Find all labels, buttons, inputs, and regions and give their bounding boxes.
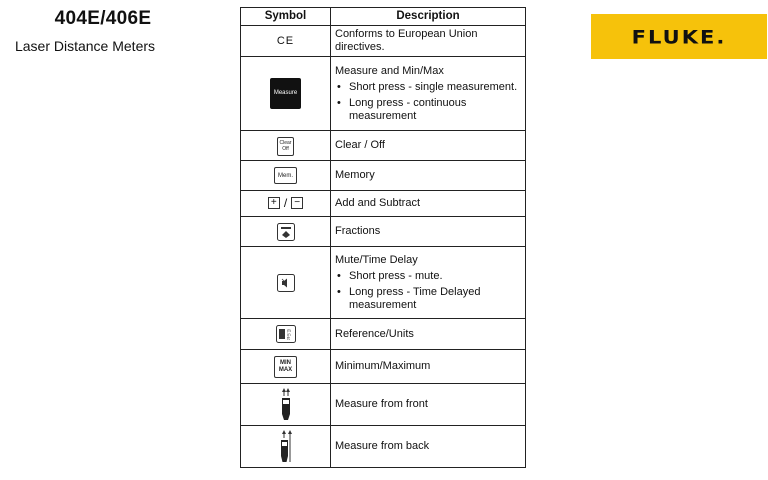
- table-header-row: [241, 8, 526, 26]
- minus-key-icon: −: [291, 197, 303, 209]
- min-max-key-icon: [274, 356, 297, 378]
- max-label: MAX: [278, 367, 293, 373]
- bullet-item: • Long press - Time Delayed measurement: [349, 286, 522, 312]
- symbol-cell: [241, 131, 331, 161]
- table-row: [241, 191, 526, 217]
- svg-text:ft: ft: [286, 336, 290, 341]
- table-row: [241, 26, 526, 57]
- symbol-cell: [241, 350, 331, 384]
- table-row: [241, 247, 526, 319]
- measure-from-back-icon: [278, 430, 294, 464]
- description-cell: Add and Subtract: [331, 191, 526, 217]
- symbol-cell: [241, 191, 331, 217]
- model-title: 404E/406E: [54, 8, 152, 29]
- description-column-header: Description: [331, 8, 526, 26]
- symbol-cell: [241, 57, 331, 131]
- logo-text: FLUKE.: [631, 25, 727, 48]
- fractions-key-icon: [277, 223, 295, 241]
- symbol-cell: [241, 26, 331, 57]
- bullet-item: • Long press - continuous measurement: [349, 97, 522, 123]
- table-row: [241, 350, 526, 384]
- bullet-list: [335, 81, 522, 123]
- symbol-cell: [241, 384, 331, 426]
- plus-key-icon: +: [268, 197, 280, 209]
- description-cell: [331, 247, 526, 319]
- description-cell: Measure from front: [331, 384, 526, 426]
- description-cell: Conforms to European Union directives.: [331, 26, 526, 57]
- min-label: MIN: [280, 360, 291, 366]
- ce-mark-icon: CE: [276, 34, 295, 47]
- description-cell: [331, 57, 526, 131]
- measure-key-icon: Measure: [270, 78, 301, 109]
- symbol-cell: [241, 161, 331, 191]
- measure-from-front-icon: [278, 388, 294, 422]
- table-row: [241, 384, 526, 426]
- svg-text:m: m: [286, 328, 291, 333]
- description-text: Mute/Time Delay: [335, 253, 418, 266]
- description-cell: Reference/Units: [331, 319, 526, 350]
- mute-key-icon: [277, 274, 295, 292]
- symbol-table: [240, 7, 526, 468]
- fluke-logo: [591, 14, 767, 59]
- reference-units-key-icon: [276, 325, 296, 343]
- description-cell: Memory: [331, 161, 526, 191]
- table-row: [241, 131, 526, 161]
- bullet-item: • Short press - single measurement.: [349, 81, 522, 94]
- bullet-item: • Short press - mute.: [349, 270, 522, 283]
- symbol-cell: [241, 319, 331, 350]
- svg-text:in: in: [286, 332, 291, 337]
- table-row: [241, 161, 526, 191]
- separator: /: [283, 195, 288, 210]
- description-cell: Clear / Off: [331, 131, 526, 161]
- symbol-cell: [241, 217, 331, 247]
- bullet-list: [335, 270, 522, 312]
- table-row: [241, 426, 526, 468]
- description-cell: Fractions: [331, 217, 526, 247]
- description-text: Measure and Min/Max: [335, 64, 444, 77]
- symbol-cell: [241, 426, 331, 468]
- description-cell: Measure from back: [331, 426, 526, 468]
- symbol-cell: [241, 247, 331, 319]
- title-block: [0, 8, 170, 54]
- symbol-column-header: Symbol: [241, 8, 331, 26]
- product-subtitle: Laser Distance Meters: [14, 38, 156, 54]
- memory-key-icon: Mem.: [274, 167, 297, 184]
- description-cell: Minimum/Maximum: [331, 350, 526, 384]
- table-row: [241, 57, 526, 131]
- table-row: [241, 217, 526, 247]
- clear-off-key-icon: Clear Off: [277, 137, 294, 156]
- table-row: [241, 319, 526, 350]
